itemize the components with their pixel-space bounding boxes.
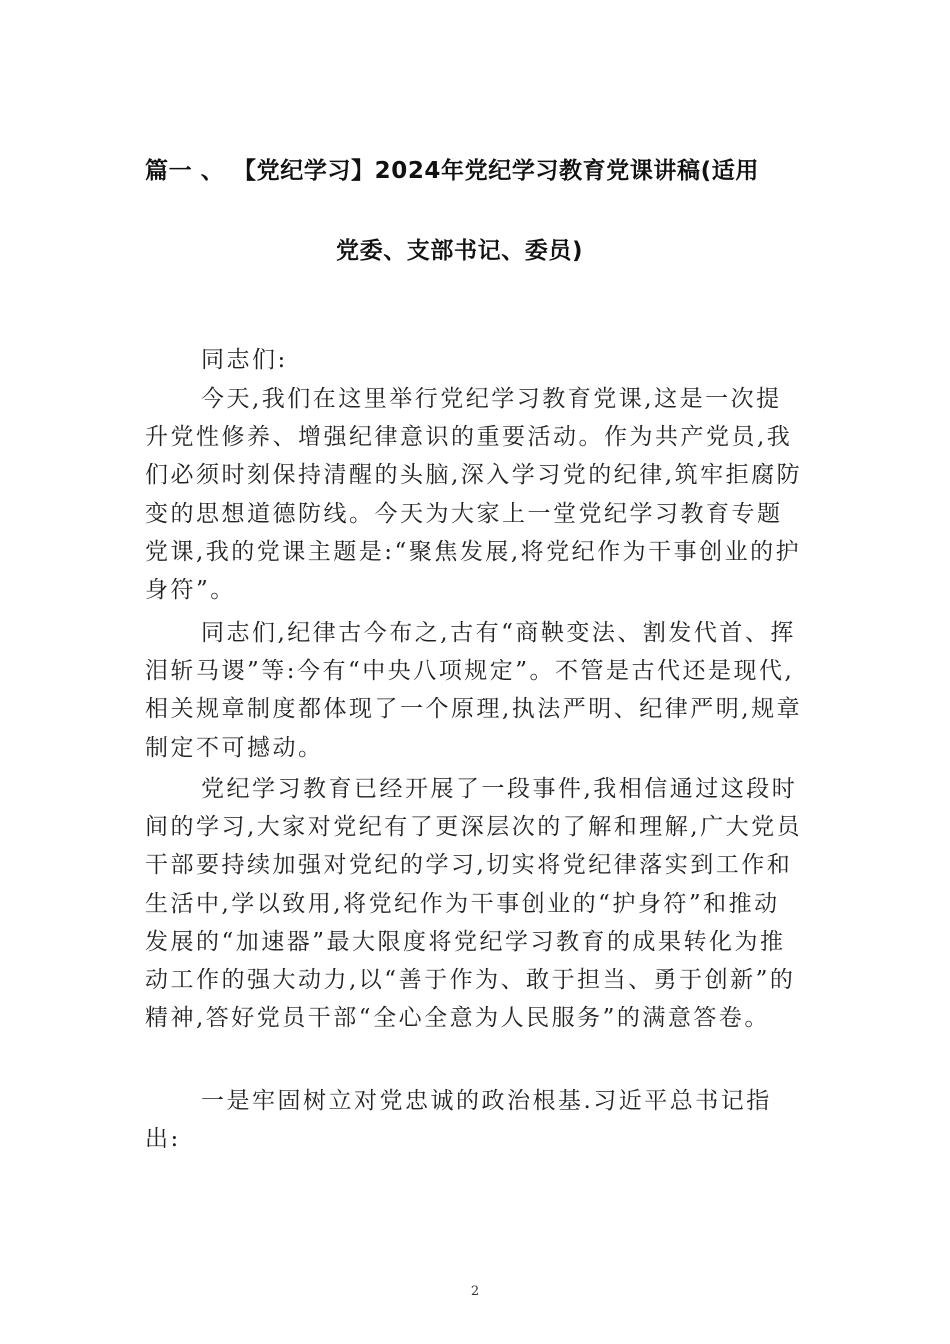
body-paragraph-2: 同志们,纪律古今布之,古有“商鞅变法、割发代首、挥泪斩马谡”等:今有“中央八项规定”。不管是古代还是现代,相关规章制度都体现了一个原理,执法严明、纪律严明,规章制定不可撼动。 [145, 620, 803, 761]
document-title-line-2: 党委、支部书记、委员) [336, 238, 584, 264]
body-paragraph-4: 一是牢固树立对党忠诚的政治根基.习近平总书记指出: [145, 1088, 772, 1153]
body-paragraph-1: 今天,我们在这里举行党纪学习教育党课,这是一次提升党性修养、增强纪律意识的重要活动。作为共产党员,我们必须时刻保持清醒的头脑,深入学习党的纪律,筑牢拒腐防变的思想道德防线。今天为大家上一堂党纪学习教育专题党课,我的党课主题是:“聚焦发展,将党纪作为干事创业的护身符”。 [145, 386, 803, 604]
body-paragraph-3: 党纪学习教育已经开展了一段事件,我相信通过这段时间的学习,大家对党纪有了更深层次的了解和理解,广大党员干部要持续加强对党纪的学习,切实将党纪律落实到工作和生活中,学以致用,将党纪作为干事创业的“护身符”和推动发展的“加速器”最大限度将党纪学习教育的成果转化为推动工作的强大动力,以“善于作为、敢于担当、勇于创新”的精神,答好党员干部“全心全意为人民服务”的满意答卷。 [145, 776, 803, 1032]
salutation-paragraph: 同志们: [201, 347, 288, 373]
document-title-line-1: 篇一 、 【党纪学习】2024年党纪学习教育党课讲稿(适用 [145, 158, 759, 184]
page-number: 2 [470, 1284, 480, 1299]
